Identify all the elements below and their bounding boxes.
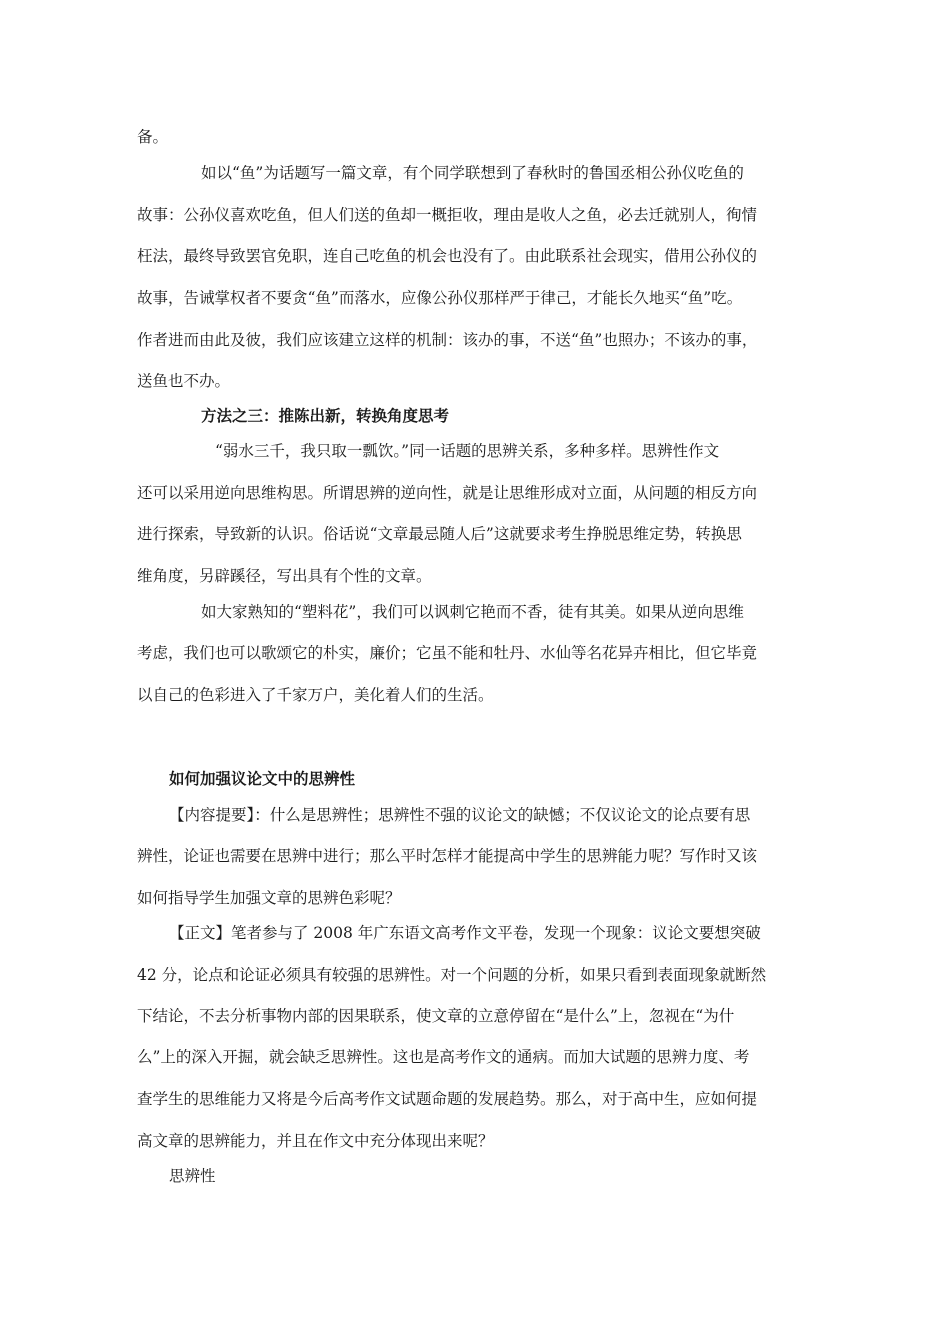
- paragraph-line: 【内容提要】：什么是思辨性；思辨性不强的议论文的缺憾；不仅议论文的论点要有思: [169, 806, 751, 824]
- paragraph-line: 还可以采用逆向思维构思。所谓思辨的逆向性，就是让思维形成对立面，从问题的相反方向: [137, 484, 758, 502]
- paragraph-line: 以自己的色彩进入了千家万户，美化着人们的生活。: [137, 686, 494, 704]
- text-line: 备。: [137, 128, 169, 146]
- paragraph-line: 如何指导学生加强文章的思辨色彩呢？: [137, 889, 401, 907]
- paragraph-line: “弱水三千，我只取一瓢饮。”同一话题的思辨关系，多种多样。思辨性作文: [215, 442, 720, 460]
- paragraph-line: 故事：公孙仪喜欢吃鱼，但人们送的鱼却一概拒收，理由是收人之鱼，必去迁就别人，徇情: [137, 206, 758, 224]
- paragraph-line: 【正文】笔者参与了 2008 年广东语文高考作文平卷，发现一个现象：议论文要想突破: [169, 924, 761, 942]
- paragraph-line: 作者进而由此及彼，我们应该建立这样的机制：该办的事，不送“鱼”也照办；不该办的事，: [137, 331, 758, 349]
- paragraph-line: 故事，告诫掌权者不要贪“鱼”而落水，应像公孙仪那样严于律己，才能长久地买“鱼”吃。: [137, 289, 743, 307]
- subsection-label: 思辨性: [169, 1167, 216, 1185]
- paragraph-line: 查学生的思维能力又将是今后高考作文试题命题的发展趋势。那么，对于高中生，应如何提: [137, 1090, 758, 1108]
- paragraph-line: 如大家熟知的“塑料花”，我们可以讽刺它艳而不香，徒有其美。如果从逆向思维: [201, 603, 744, 621]
- paragraph-line: 考虑，我们也可以歌颂它的朴实，廉价；它虽不能和牡丹、水仙等名花异卉相比，但它毕竟: [137, 644, 758, 662]
- paragraph-line: 么”上的深入开掘，就会缺乏思辨性。这也是高考作文的通病。而加大试题的思辨力度、考: [137, 1048, 750, 1066]
- paragraph-line: 进行探索，导致新的认识。俗话说“文章最忌随人后”这就要求考生挣脱思维定势，转换思: [137, 525, 742, 543]
- section-heading: 方法之三：推陈出新，转换角度思考: [201, 407, 450, 425]
- paragraph-line: 送鱼也不办。: [137, 372, 231, 390]
- paragraph-line: 高文章的思辨能力，并且在作文中充分体现出来呢？: [137, 1132, 494, 1150]
- paragraph-line: 枉法，最终导致罢官免职，连自己吃鱼的机会也没有了。由此联系社会现实，借用公孙仪的: [137, 247, 758, 265]
- paragraph-line: 维角度，另辟蹊径，写出具有个性的文章。: [137, 567, 432, 585]
- paragraph-line: 下结论，不去分析事物内部的因果联系，使文章的立意停留在“是什么”上，忽视在“为什: [137, 1007, 735, 1025]
- paragraph-line: 辨性，论证也需要在思辨中进行；那么平时怎样才能提高中学生的思辨能力呢？写作时又该: [137, 847, 758, 865]
- paragraph-line: 42 分，论点和论证必须具有较强的思辨性。对一个问题的分析，如果只看到表面现象就断然: [137, 966, 767, 984]
- paragraph-line: 如以“鱼”为话题写一篇文章，有个同学联想到了春秋时的鲁国丞相公孙仪吃鱼的: [201, 164, 744, 182]
- article-title: 如何加强议论文中的思辨性: [169, 770, 356, 788]
